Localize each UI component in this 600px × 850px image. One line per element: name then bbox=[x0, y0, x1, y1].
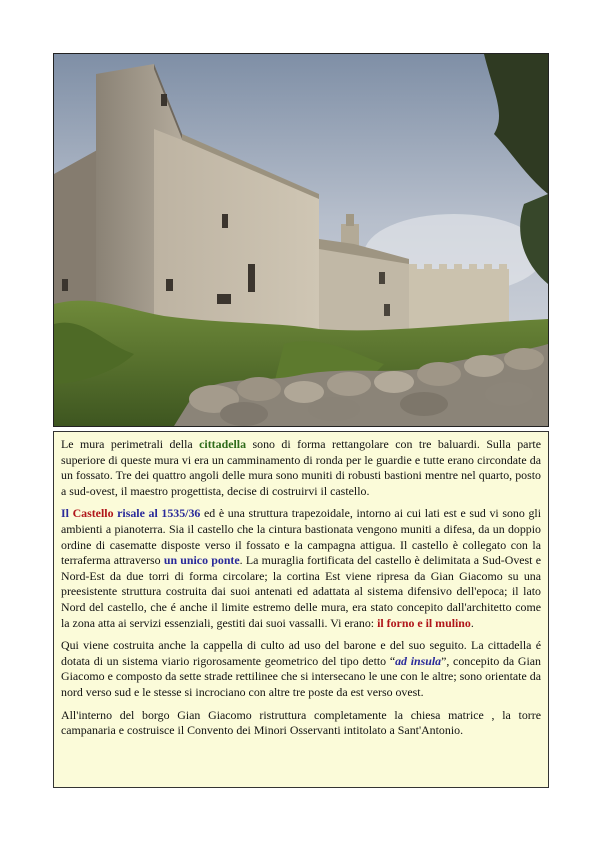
p3-text-c: ”, concepito da Gian Giacomo e composto da sette strade rettilinee che si intersecano le une con le altre; sono orientate da nord verso sud e le stesse si incrociano con altre tre poste da est verso ovest. bbox=[61, 653, 541, 699]
p3-text-a: Qui viene costruita anche la cappella di culto ad uso del barone e del suo seguito. La cittadella é dotata di un sistema viario rigorosamente geometrico del tipo detto “ bbox=[61, 638, 541, 668]
p1-text-c: sono di forma rettangolare con tre baluardi. Sulla parte superiore di queste mura vi era un camminamento di ronda per le guardie e tutte erano circondate da un fossato. Tre dei quattro angoli delle mura sono muniti di robusti bastioni mentre nel quarto, posto a sud-ovest, il maestro progettista, decise di costruirvi il castello. bbox=[61, 437, 542, 498]
p3-highlight-ad-insula: ad insula bbox=[395, 653, 442, 668]
paragraph-3 bbox=[61, 638, 541, 700]
p2-highlight-castello: Castello bbox=[72, 506, 114, 521]
castle-photo-icon bbox=[54, 54, 548, 426]
p2-text-h: . bbox=[470, 615, 474, 630]
p4-text-a: All'interno del borgo Gian Giacomo ristruttura completamente la chiesa matrice , la torre campanaria e costruisce il Convento dei Minori Osservanti intitolato a Sant'Antonio. bbox=[61, 707, 541, 738]
castle-photo bbox=[53, 53, 549, 427]
p2-text-d: ed è una struttura trapezoidale, intorno ai cui lati est e sud vi sono gli ambienti a pianoterra. Sia il castello che la cintura bastionata vengono muniti a difesa, da un doppio ordine di casematte disposte verso il fossato e la campagna attigua. Il castello è collegato con la terraferma attraverso bbox=[61, 506, 541, 568]
paragraph-2 bbox=[61, 506, 541, 631]
text-box bbox=[53, 431, 549, 788]
paragraph-4 bbox=[61, 708, 541, 739]
p1-text-a: Le mura perimetrali della bbox=[61, 437, 200, 451]
p2-text-a: Il bbox=[61, 506, 73, 521]
p2-text-f: . La muraglia fortificata del castello è delimitata a Sud-Ovest e Nord-Est da due torri di forma circolare; la cortina Est viene ripresa da Gian Giacomo su una preesistente struttura costruita dai suoi antenati ed adattata al sistema difensivo dell'epoca; il lato Nord del castello, che é anche il limite estremo delle mura, era stato concepito dall'architetto come la zona atta ai servizi essenziali, gestiti dai suoi vassalli. Vi erano: bbox=[61, 553, 541, 630]
p1-highlight-cittadella: cittadella bbox=[199, 437, 247, 451]
p2-highlight-ponte: un unico ponte bbox=[163, 553, 240, 568]
p2-highlight-date: risale al 1535/36 bbox=[113, 506, 201, 521]
p2-highlight-forno-mulino: il forno e il mulino bbox=[377, 615, 471, 630]
paragraph-1 bbox=[61, 437, 541, 499]
